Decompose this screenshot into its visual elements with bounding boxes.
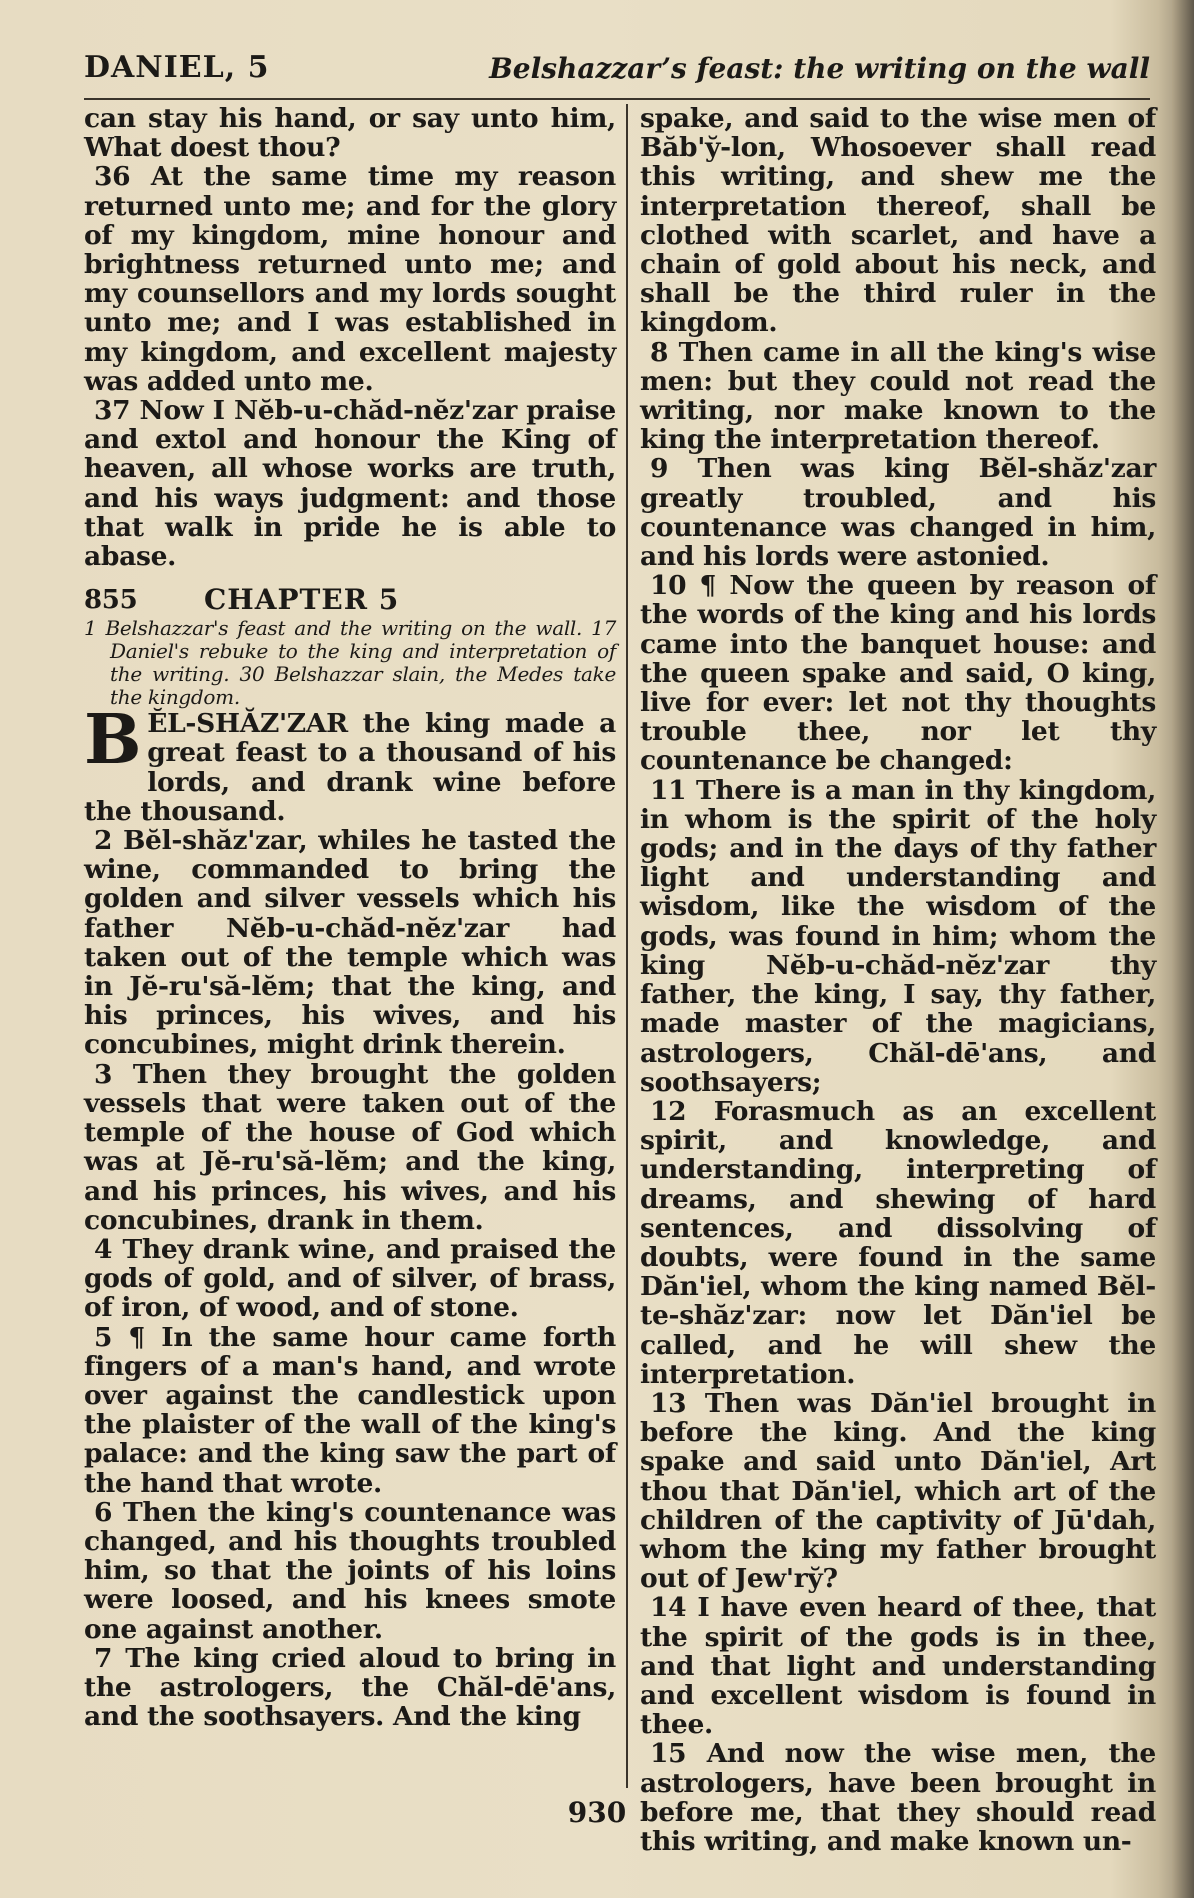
- chapter-number: 855: [84, 585, 138, 616]
- running-header: [84, 50, 1150, 94]
- verse-2: 2 Bĕl-shăz'zar, whiles he tasted the wine, commanded to bring the golden and silver vessels which his father Nĕb-u-chăd-nĕz'zar had taken out of the temple which was in Jĕ-ru'să-lĕm; that the king, and his princes, his wives, and his concubines, might drink therein.: [84, 825, 616, 1061]
- verse-11: 11 There is a man in thy kingdom, in whom is the spirit of the holy gods; and in the days of thy father light and understanding and wisdom, like the wisdom of the gods, was found in him; whom the king Nĕb-u-chăd-nĕz'zar thy father, the king, I say, thy father, made master of the magicians, astrologers, Chăl-dē'ans, and soothsayers;: [640, 774, 1156, 1098]
- continued-text: can stay his hand, or say unto him, What doest thou?: [84, 103, 616, 164]
- verse-8: 8 Then came in all the king's wise men: but they could not read the writing, nor make known to the king the interpretation thereof.: [640, 336, 1156, 456]
- left-column: [84, 104, 616, 1792]
- verse-10: 10 ¶ Now the queen by reason of the words of the king and his lords came into the banquet house: and the queen spake and said, O king, live for ever: let not thy thoughts trouble thee, nor let thy countenance be changed:: [640, 570, 1156, 777]
- chapter-title: CHAPTER 5: [204, 583, 400, 617]
- verse-15: 15 And now the wise men, the astrologers, have been brought in before me, that they should read this writing, and make known un-: [640, 1738, 1156, 1857]
- right-column: [640, 103, 1156, 1857]
- verse-14: 14 I have even heard of thee, that the spirit of the gods is in thee, and that light and understanding and excellent wisdom is found in thee.: [640, 1592, 1156, 1741]
- verse-1: [84, 700, 616, 827]
- verse-9: 9 Then was king Bĕl-shăz'zar greatly troubled, and his countenance was changed in him, and his lords were astonied.: [640, 453, 1156, 573]
- verse-4: 4 They drank wine, and praised the gods of gold, and of silver, of brass, of iron, of wood, and of stone.: [84, 1233, 616, 1324]
- page-edge: [1172, 0, 1194, 1898]
- chapter-heading: [84, 583, 616, 617]
- verse-5: 5 ¶ In the same hour came forth fingers of a man's hand, and wrote over against the candlestick upon the plaister of the wall of the king's palace: and the king saw the part of the hand that wrote.: [84, 1321, 616, 1499]
- drop-cap: B: [84, 700, 142, 781]
- continued-text: spake, and said to the wise men of Băb'y̆-lon, Whosoever shall read this writing, and shew me the interpretation thereof, shall be clothed with scarlet, and have a chain of gold about his neck, and shall be the third ruler in the kingdom.: [640, 103, 1156, 339]
- verse-13: 13 Then was Dăn'iel brought in before the king. And the king spake and said unto Dăn'iel, Art thou that Dăn'iel, which art of the children of the captivity of Jū'dah, whom the king my father brought out of Jew'ry̆?: [640, 1387, 1156, 1595]
- book-chapter: DANIEL, 5: [84, 50, 270, 85]
- verse-7: 7 The king cried aloud to bring in the astrologers, the Chăl-dē'ans, and the soothsayers. And the king: [84, 1642, 616, 1733]
- chapter-summary: 1 Belshazzar's feast and the writing on the wall. 17 Daniel's rebuke to the king and interpretation of the writing. 30 Belshazzar slain, the Medes take the kingdom.: [84, 616, 616, 710]
- verse-37: 37 Now I Nĕb-u-chăd-nĕz'zar praise and extol and honour the King of heaven, all whose works are truth, and his ways judgment: and those that walk in pride he is able to abase.: [84, 395, 616, 573]
- verse-36: 36 At the same time my reason returned unto me; and for the glory of my kingdom, mine honour and brightness returned unto me; and my counsellors and my lords sought unto me; and I was established in my kingdom, and excellent majesty was added unto me.: [84, 161, 616, 397]
- verse-1-text: ĔL-SHĂZ'ZAR the king made a great feast to a thousand of his lords, and drank wine before the thousand.: [84, 708, 616, 827]
- verse-6: 6 Then the king's countenance was changed, and his thoughts troubled him, so that the joints of his loins were loosed, and his knees smote one against another.: [84, 1496, 616, 1645]
- verse-12: 12 Forasmuch as an excellent spirit, and knowledge, and understanding, interpreting of dreams, and shewing of hard sentences, and dissolving of doubts, were found in the same Dăn'iel, whom the king named Bĕl-te-shăz'zar: now let Dăn'iel be called, and he will shew the interpretation.: [640, 1095, 1156, 1390]
- running-title: Belshazzar’s feast: the writing on the wall: [489, 52, 1150, 85]
- verse-3: 3 Then they brought the golden vessels that were taken out of the temple of the house of God which was at Jĕ-ru'să-lĕm; and the king, and his princes, his wives, and his concubines, drank in them.: [84, 1058, 616, 1236]
- page-number: 930: [567, 1796, 627, 1829]
- column-divider: [626, 104, 628, 1788]
- header-rule: [84, 98, 1150, 100]
